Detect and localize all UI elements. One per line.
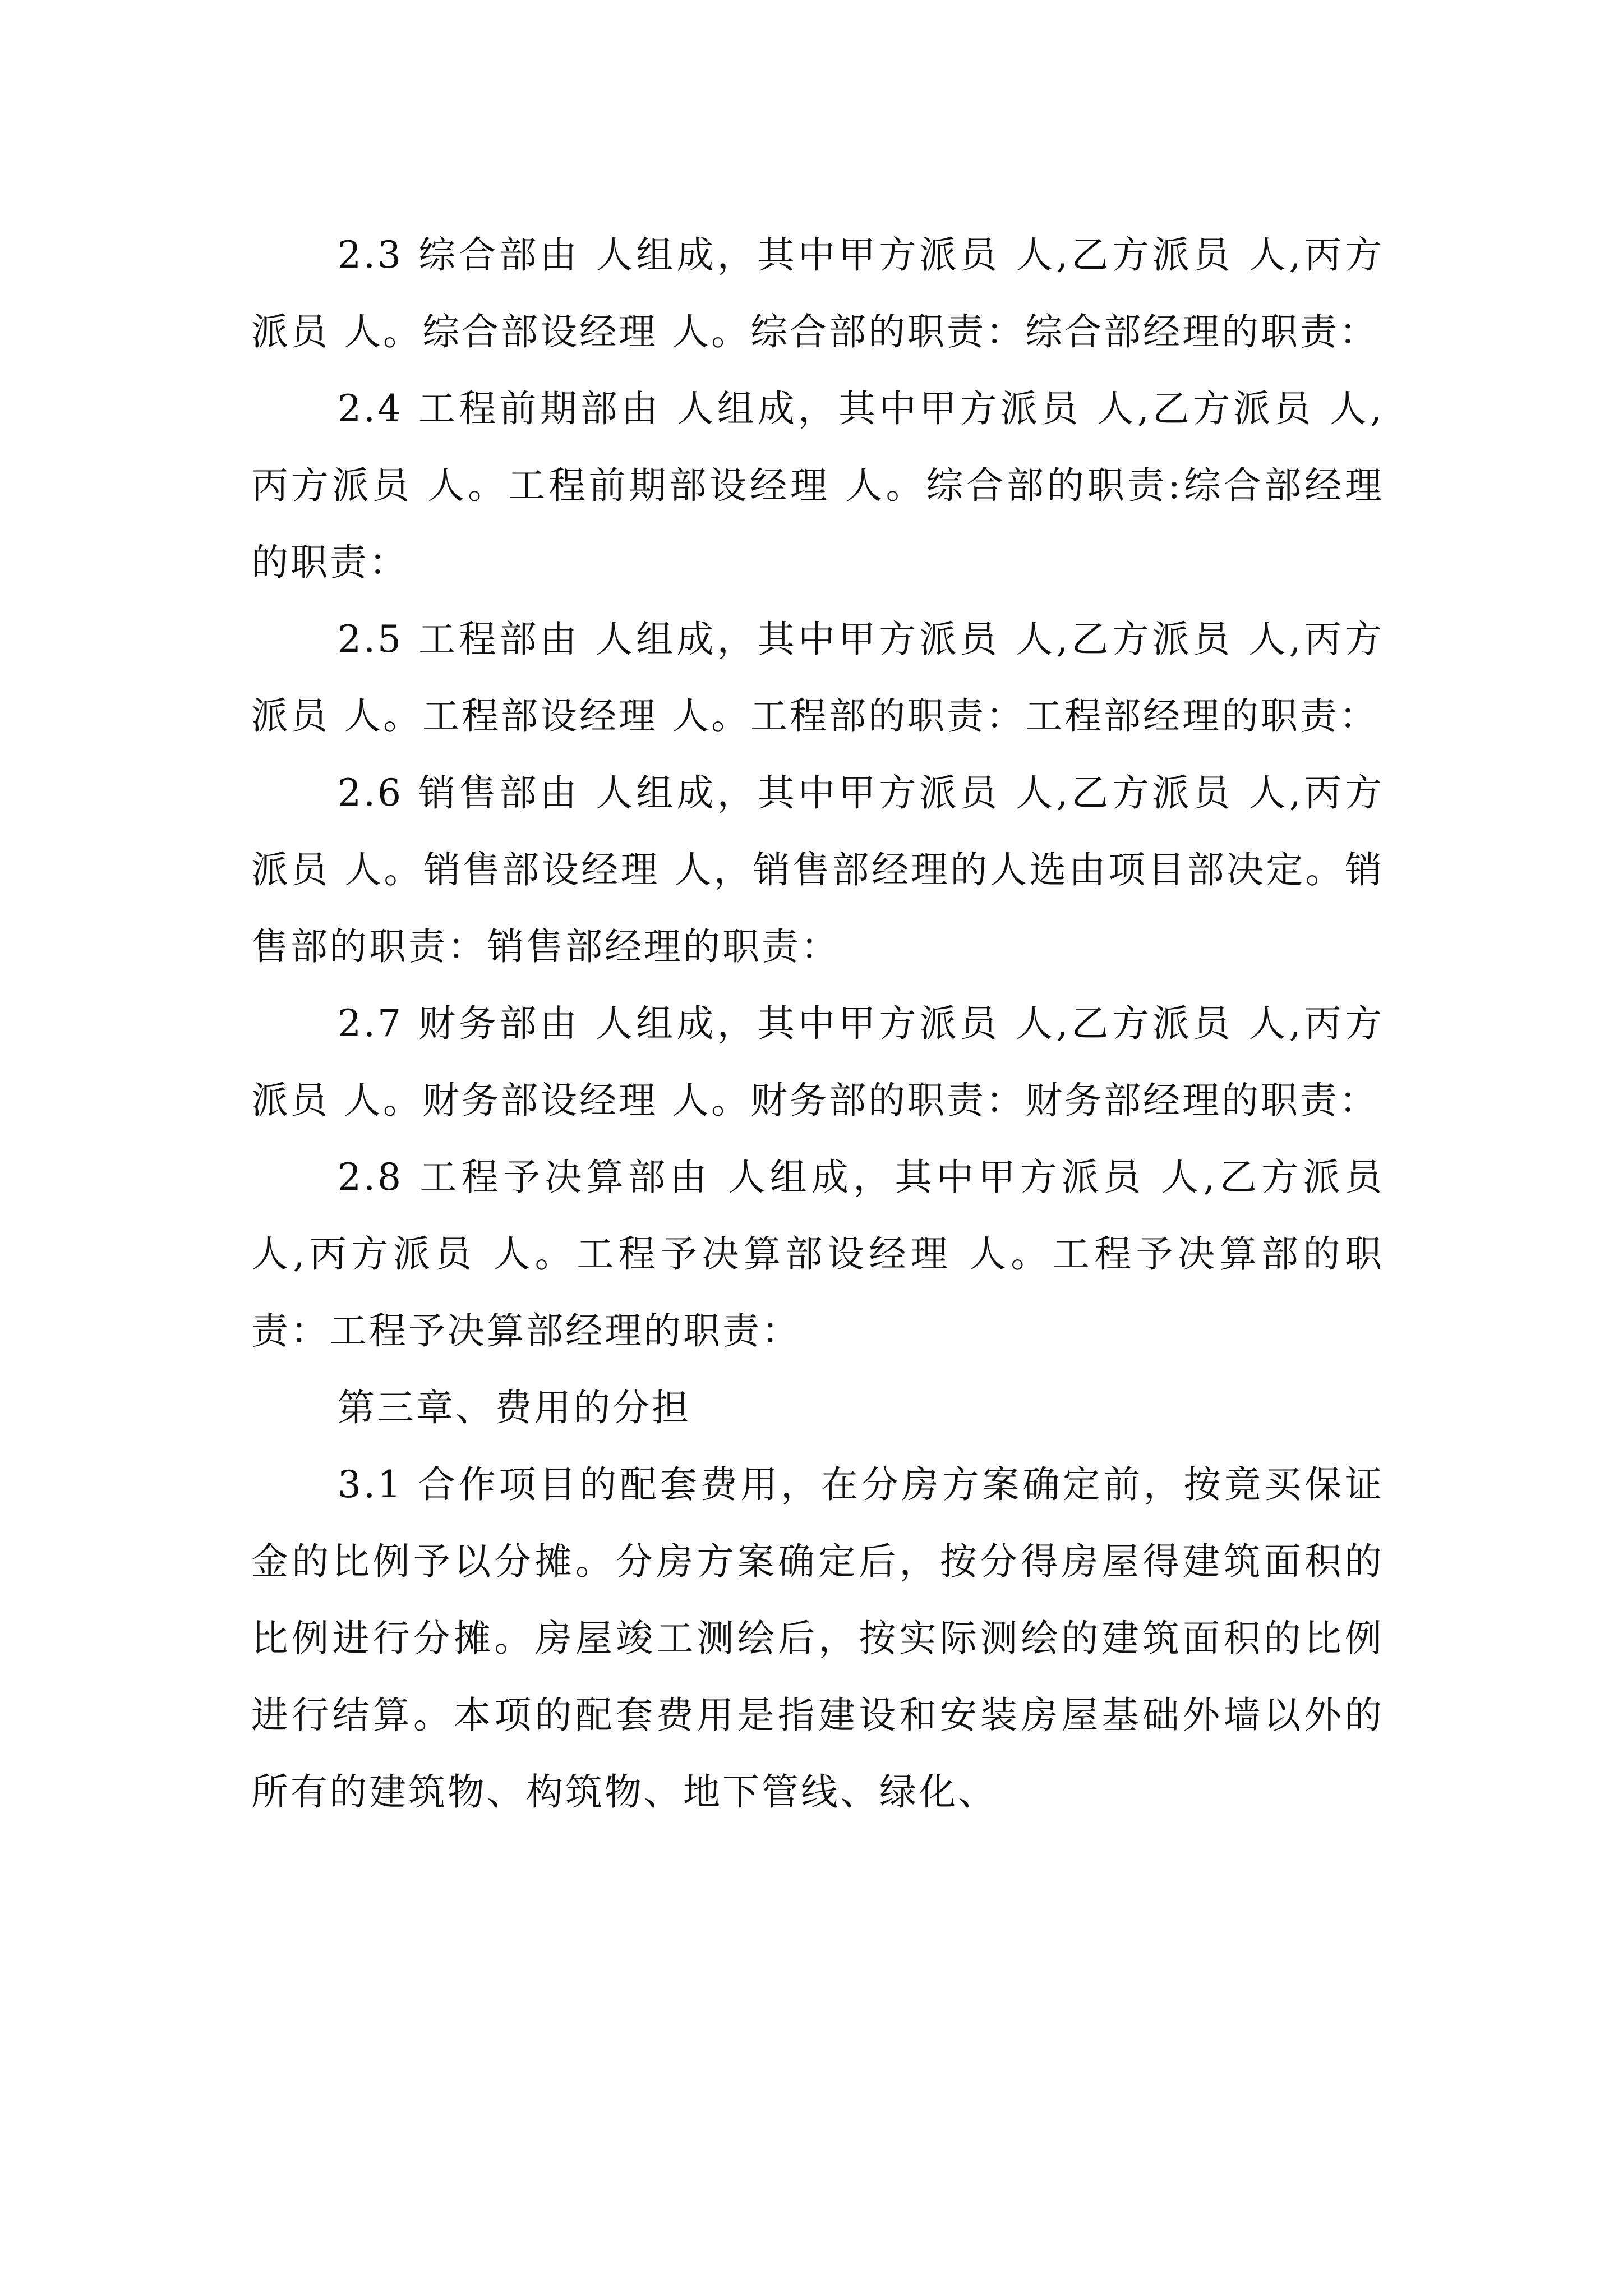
clause-3-1: 3.1 合作项目的配套费用，在分房方案确定前，按竟买保证金的比例予以分摊。分房方案确定后，按分得房屋得建筑面积的比例进行分摊。房屋竣工测绘后，按实际测绘的建筑面积的比例进行结算。本项的配套费用是指建设和安装房屋基础外墙以外的所有的建筑物、构筑物、地下管线、绿化、 xyxy=(251,1463,1384,1814)
clause-2-5: 2.5 工程部由 人组成，其中甲方派员 人,乙方派员 人,丙方派员 人。工程部设经理 人。工程部的职责：工程部经理的职责： xyxy=(251,618,1384,738)
clause-2-4: 2.4 工程前期部由 人组成，其中甲方派员 人,乙方派员 人,丙方派员 人。工程前期部设经理 人。综合部的职责:综合部经理的职责： xyxy=(251,387,1384,584)
document-body xyxy=(251,217,1384,1830)
clause-2-7: 2.7 财务部由 人组成，其中甲方派员 人,乙方派员 人,丙方派员 人。财务部设经理 人。财务部的职责：财务部经理的职责： xyxy=(251,1002,1384,1122)
chapter-3-heading: 第三章、费用的分担 xyxy=(338,1386,691,1429)
clause-2-3: 2.3 综合部由 人组成，其中甲方派员 人,乙方派员 人,丙方派员 人。综合部设经理 人。综合部的职责：综合部经理的职责： xyxy=(251,233,1384,353)
clause-2-8: 2.8 工程予决算部由 人组成，其中甲方派员 人,乙方派员 人,丙方派员 人。工程予决算部设经理 人。工程予决算部的职责：工程予决算部经理的职责： xyxy=(251,1156,1384,1352)
clause-2-6: 2.6 销售部由 人组成，其中甲方派员 人,乙方派员 人,丙方派员 人。销售部设经理 人，销售部经理的人选由项目部决定。销售部的职责：销售部经理的职责： xyxy=(251,771,1384,968)
